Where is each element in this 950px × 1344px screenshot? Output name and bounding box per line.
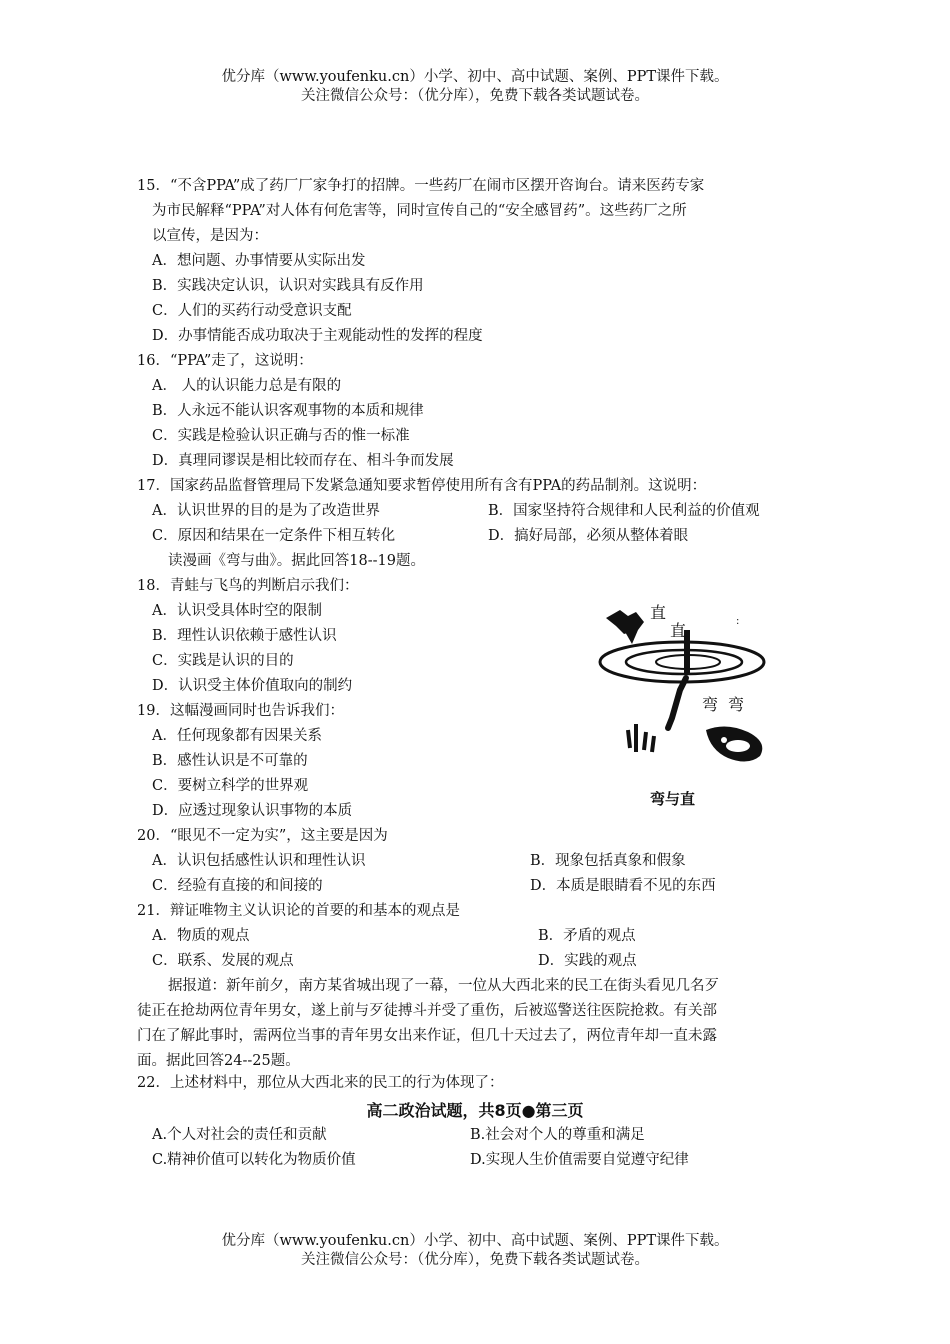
cartoon-illustration bbox=[598, 600, 778, 810]
q16-option-d: D．真理同谬误是相比较而存在、相斗争而发展 bbox=[152, 453, 454, 469]
q21-option-c: C．联系、发展的观点 bbox=[152, 953, 294, 969]
q19-option-d: D．应透过现象认识事物的本质 bbox=[152, 803, 353, 819]
water-ripple-outer bbox=[600, 642, 764, 682]
q22-stem: 22．上述材料中，那位从大西北来的民工的行为体现了： bbox=[137, 1075, 504, 1091]
q15-stem: 15．“不含PPA”成了药厂厂家争打的招牌。一些药厂在闹市区摆开咨询台。请来医药专家 bbox=[137, 178, 705, 194]
q17-stem: 17．国家药品监督管理局下发紧急通知要求暂停使用所有含有PPA的药品制剂。这说明： bbox=[137, 478, 707, 494]
q22-option-c: C.精神价值可以转化为物质价值 bbox=[152, 1152, 356, 1168]
q17-option-a: A．认识世界的目的是为了改造世界 bbox=[152, 503, 380, 519]
material-paragraph-3: 门在了解此事时，需两位当事的青年男女出来作证，但几十天过去了，两位青年却一直未露 bbox=[137, 1028, 717, 1044]
q16-option-c: C．实践是检验认识正确与否的惟一标准 bbox=[152, 428, 410, 444]
cartoon-label-zhi-1: 直 bbox=[650, 603, 667, 622]
q18-stem: 18．青蛙与飞鸟的判断启示我们： bbox=[137, 578, 359, 594]
q19-option-a: A．任何现象都有因果关系 bbox=[152, 728, 322, 744]
q15-stem-2: 为市民解释“PPA”对人体有何危害等，同时宣传自己的“安全感冒药”。这些药厂之所 bbox=[152, 203, 687, 219]
q21-option-b: B．矛盾的观点 bbox=[538, 928, 636, 944]
cartoon-label-zhi-2: 直 bbox=[670, 621, 687, 640]
cartoon-caption: 弯与直 bbox=[650, 790, 696, 808]
q19-option-b: B．感性认识是不可靠的 bbox=[152, 753, 308, 769]
q22-option-d: D.实现人生价值需要自觉遵守纪律 bbox=[470, 1152, 689, 1168]
q20-option-d: D．本质是眼睛看不见的东西 bbox=[530, 878, 716, 894]
q17-option-c: C．原因和结果在一定条件下相互转化 bbox=[152, 528, 396, 544]
q20-option-a: A．认识包括感性认识和理性认识 bbox=[152, 853, 366, 869]
q18-option-b: B．理性认识依赖于感性认识 bbox=[152, 628, 337, 644]
q21-option-d: D．实践的观点 bbox=[538, 953, 637, 969]
cartoon-drawing bbox=[598, 600, 778, 810]
q22-option-a: A.个人对社会的责任和贡献 bbox=[152, 1127, 327, 1143]
header-line-2: 关注微信公众号：（优分库），免费下载各类试题试卷。 bbox=[301, 88, 649, 104]
q20-option-b: B．现象包括真象和假象 bbox=[530, 853, 686, 869]
stick-below-water bbox=[668, 678, 686, 728]
grass-icon bbox=[628, 724, 654, 752]
page-footer-title: 高二政治试题，共8页●第三页 bbox=[366, 1101, 584, 1120]
q19-option-c: C．要树立科学的世界观 bbox=[152, 778, 309, 794]
cartoon-label-wan-1: 弯 bbox=[702, 695, 719, 714]
q20-stem: 20．“眼见不一定为实”，这主要是因为 bbox=[137, 828, 388, 844]
q16-option-b: B．人永远不能认识客观事物的本质和规律 bbox=[152, 403, 424, 419]
q21-stem: 21．辩证唯物主义认识论的首要的和基本的观点是 bbox=[137, 903, 460, 919]
q17-option-d: D．搞好局部，必须从整体着眼 bbox=[488, 528, 689, 544]
q15-stem-3: 以宣传，是因为： bbox=[152, 228, 268, 244]
q18-option-c: C．实践是认识的目的 bbox=[152, 653, 294, 669]
material-paragraph-4: 面。据此回答24--25题。 bbox=[137, 1053, 300, 1069]
footer-line-1: 优分库（www.youfenku.cn）小学、初中、高中试题、案例、PPT课件下载。 bbox=[221, 1233, 729, 1249]
q16-stem: 16．“PPA”走了，这说明： bbox=[137, 353, 313, 369]
intro-18-19: 读漫画《弯与曲》。据此回答18--19题。 bbox=[168, 553, 425, 569]
q15-option-c: C．人们的买药行动受意识支配 bbox=[152, 303, 352, 319]
q17-option-b: B．国家坚持符合规律和人民利益的价值观 bbox=[488, 503, 760, 519]
material-paragraph-2: 徒正在抢劫两位青年男女，遂上前与歹徒搏斗并受了重伤，后被巡警送往医院抢救。有关部 bbox=[137, 1003, 717, 1019]
q15-option-b: B．实践决定认识，认识对实践具有反作用 bbox=[152, 278, 424, 294]
q15-option-a: A．想问题、办事情要从实际出发 bbox=[152, 253, 366, 269]
q22-option-b: B.社会对个人的尊重和满足 bbox=[470, 1127, 645, 1143]
q21-option-a: A．物质的观点 bbox=[152, 928, 250, 944]
q18-option-d: D．认识受主体价值取向的制约 bbox=[152, 678, 353, 694]
cartoon-label-wan-2: 弯 bbox=[728, 695, 745, 714]
q15-option-d: D．办事情能否成功取决于主观能动性的发挥的程度 bbox=[152, 328, 483, 344]
header-line-1: 优分库（www.youfenku.cn）小学、初中、高中试题、案例、PPT课件下载。 bbox=[221, 69, 729, 85]
q20-option-c: C．经验有直接的和间接的 bbox=[152, 878, 323, 894]
q19-stem: 19．这幅漫画同时也告诉我们： bbox=[137, 703, 344, 719]
svg-text::: : bbox=[736, 616, 740, 627]
q16-option-a: A． 人的认识能力总是有限的 bbox=[152, 378, 342, 394]
q18-option-a: A．认识受具体时空的限制 bbox=[152, 603, 322, 619]
footer-line-2: 关注微信公众号：（优分库），免费下载各类试题试卷。 bbox=[301, 1252, 649, 1268]
material-paragraph-1: 据报道：新年前夕，南方某省城出现了一幕，一位从大西北来的民工在街头看见几名歹 bbox=[168, 978, 719, 994]
